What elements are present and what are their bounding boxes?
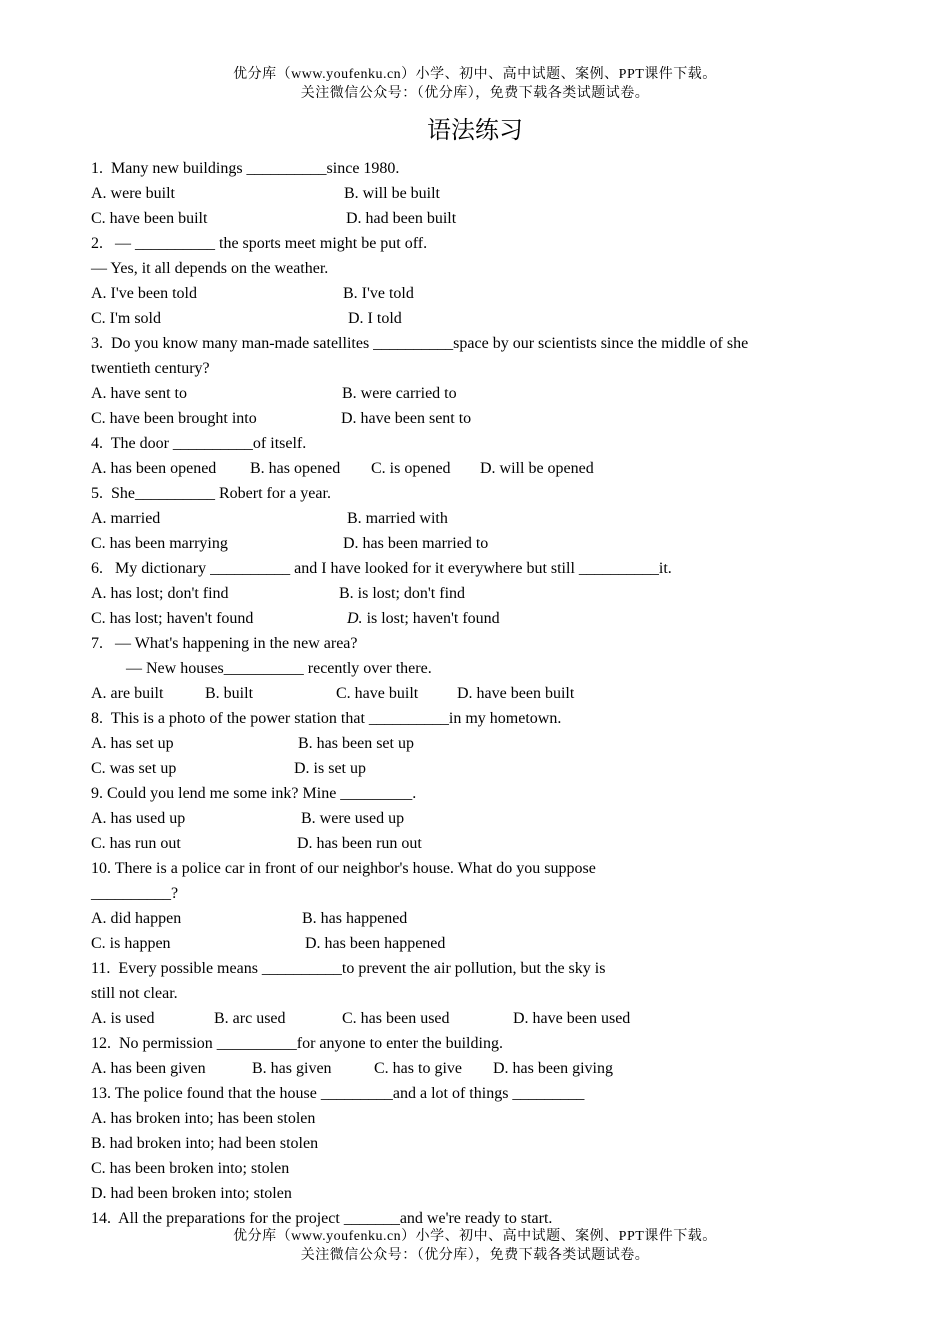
option-a: A. has been opened bbox=[91, 460, 217, 477]
question-2-options-cd bbox=[91, 306, 851, 331]
option-d bbox=[347, 606, 500, 631]
question-6-options-ab bbox=[91, 581, 851, 606]
question-1-options-cd bbox=[91, 206, 851, 231]
option-b: B. I've told bbox=[343, 285, 414, 302]
question-5-options-ab bbox=[91, 506, 851, 531]
question-7-options bbox=[91, 681, 851, 706]
question-4-stem: 4. The door __________of itself. bbox=[91, 435, 307, 452]
option-b: B. arc used bbox=[214, 1010, 286, 1027]
question-9-stem: 9. Could you lend me some ink? Mine _________. bbox=[91, 785, 417, 802]
question-6-stem: 6. My dictionary __________ and I have looked for it everywhere but still __________it. bbox=[91, 560, 672, 577]
option-d: D. is set up bbox=[294, 760, 366, 777]
option-c: C. have been built bbox=[91, 210, 208, 227]
option-d: D. has been married to bbox=[343, 535, 489, 552]
question-8-options-ab bbox=[91, 731, 851, 756]
option-d: D. has been giving bbox=[493, 1060, 613, 1077]
option-a: A. are built bbox=[91, 685, 164, 702]
question-10-stem: 10. There is a police car in front of our neighbor's house. What do you suppose bbox=[91, 860, 596, 877]
option-c: C. is opened bbox=[371, 460, 451, 477]
question-5-options-cd bbox=[91, 531, 851, 556]
option-a: A. has used up bbox=[91, 810, 186, 827]
question-2-options-ab bbox=[91, 281, 851, 306]
question-11-stem: 11. Every possible means __________to prevent the air pollution, but the sky is bbox=[91, 960, 606, 977]
option-c: C. has been used bbox=[342, 1010, 450, 1027]
question-7-stem: 7. — What's happening in the new area? bbox=[91, 635, 358, 652]
option-a: A. has broken into; has been stolen bbox=[91, 1110, 316, 1127]
question-12-stem: 12. No permission __________for anyone to enter the building. bbox=[91, 1035, 503, 1052]
question-3-stem: 3. Do you know many man-made satellites __________space by our scientists since the middle of she bbox=[91, 335, 749, 352]
option-b: B. has happened bbox=[302, 910, 408, 927]
option-b: B. married with bbox=[347, 510, 448, 527]
option-a: A. did happen bbox=[91, 910, 182, 927]
option-a: A. I've been told bbox=[91, 285, 197, 302]
option-c: C. have built bbox=[336, 685, 419, 702]
option-b: B. has been set up bbox=[298, 735, 414, 752]
question-5-stem: 5. She__________ Robert for a year. bbox=[91, 485, 331, 502]
option-a: A. have sent to bbox=[91, 385, 187, 402]
option-b: B. has opened bbox=[250, 460, 341, 477]
question-10-options-cd bbox=[91, 931, 851, 956]
question-11-stem-cont: still not clear. bbox=[91, 985, 178, 1002]
question-9-options-ab bbox=[91, 806, 851, 831]
question-10-options-ab bbox=[91, 906, 851, 931]
question-3-options-ab bbox=[91, 381, 851, 406]
option-d-text: is lost; haven't found bbox=[362, 610, 500, 627]
question-1-stem: 1. Many new buildings __________since 1980. bbox=[91, 160, 400, 177]
question-4-options bbox=[91, 456, 851, 481]
question-12-options bbox=[91, 1056, 851, 1081]
option-a: A. married bbox=[91, 510, 161, 527]
question-14-stem: 14. All the preparations for the project _______and we're ready to start. bbox=[91, 1210, 553, 1227]
option-b: B. built bbox=[205, 685, 254, 702]
option-d: D. have been built bbox=[457, 685, 575, 702]
option-b: B. were used up bbox=[301, 810, 405, 827]
option-b: B. is lost; don't find bbox=[339, 585, 466, 602]
option-d: D. has been run out bbox=[297, 835, 422, 852]
question-10-stem-cont: __________? bbox=[91, 885, 179, 902]
question-2-reply: — Yes, it all depends on the weather. bbox=[91, 260, 329, 277]
question-7-reply: — New houses__________ recently over there. bbox=[126, 660, 432, 677]
option-c: C. was set up bbox=[91, 760, 177, 777]
option-c: C. I'm sold bbox=[91, 310, 161, 327]
option-c: C. has to give bbox=[374, 1060, 462, 1077]
footer-line-2: 关注微信公众号：（优分库），免费下载各类试题试卷。 bbox=[300, 1248, 650, 1263]
question-1-options-ab bbox=[91, 181, 851, 206]
option-a: A. has set up bbox=[91, 735, 174, 752]
option-a: A. were built bbox=[91, 185, 175, 202]
question-9-options-cd bbox=[91, 831, 851, 856]
question-8-stem: 8. This is a photo of the power station that __________in my hometown. bbox=[91, 710, 562, 727]
option-c: C. is happen bbox=[91, 935, 171, 952]
option-b: B. had broken into; had been stolen bbox=[91, 1135, 319, 1152]
question-11-options bbox=[91, 1006, 851, 1031]
question-13-stem: 13. The police found that the house _________and a lot of things _________ bbox=[91, 1085, 585, 1102]
question-2-stem: 2. — __________ the sports meet might be put off. bbox=[91, 235, 428, 252]
option-c: C. has been marrying bbox=[91, 535, 228, 552]
option-a: A. has lost; don't find bbox=[91, 585, 229, 602]
option-d: D. had been built bbox=[346, 210, 457, 227]
question-3-options-cd bbox=[91, 406, 851, 431]
option-d: D. has been happened bbox=[305, 935, 446, 952]
option-c: C. has lost; haven't found bbox=[91, 610, 254, 627]
option-c: C. has been broken into; stolen bbox=[91, 1160, 290, 1177]
header-line-1: 优分库（www.youfenku.cn）小学、初中、高中试题、案例、PPT课件下载。 bbox=[233, 67, 717, 82]
footer-line-1: 优分库（www.youfenku.cn）小学、初中、高中试题、案例、PPT课件下载。 bbox=[233, 1229, 717, 1244]
option-d: D. will be opened bbox=[480, 460, 594, 477]
option-d: D. I told bbox=[348, 310, 402, 327]
option-a: A. has been given bbox=[91, 1060, 206, 1077]
header-line-2: 关注微信公众号：（优分库），免费下载各类试题试卷。 bbox=[300, 86, 650, 101]
option-d: D. have been used bbox=[513, 1010, 631, 1027]
option-b: B. has given bbox=[252, 1060, 332, 1077]
option-c: C. have been brought into bbox=[91, 410, 257, 427]
option-c: C. has run out bbox=[91, 835, 181, 852]
question-8-options-cd bbox=[91, 756, 851, 781]
option-b: B. were carried to bbox=[342, 385, 457, 402]
option-a: A. is used bbox=[91, 1010, 155, 1027]
question-list bbox=[91, 156, 851, 1231]
question-6-options-cd bbox=[91, 606, 851, 631]
page-title: 语法练习 bbox=[427, 118, 523, 144]
option-d: D. had been broken into; stolen bbox=[91, 1185, 292, 1202]
option-b: B. will be built bbox=[344, 185, 440, 202]
option-d-letter: D. bbox=[347, 610, 363, 627]
option-d: D. have been sent to bbox=[341, 410, 472, 427]
question-3-stem-cont: twentieth century? bbox=[91, 360, 210, 377]
